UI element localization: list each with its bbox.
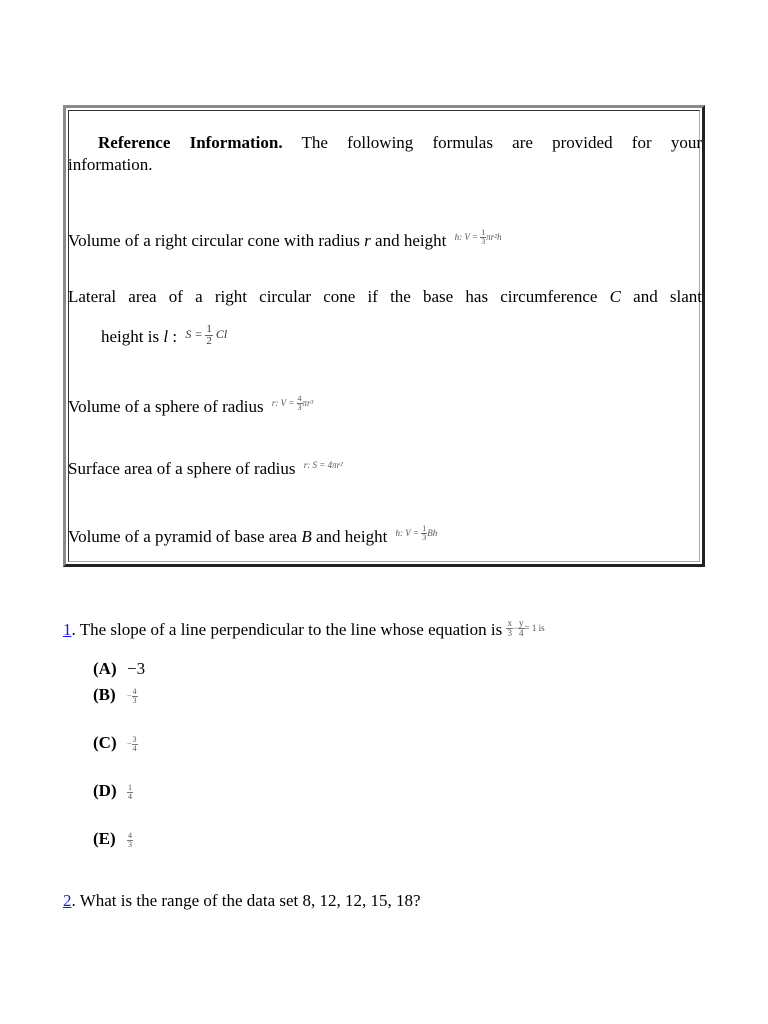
fraction-numerator: 1 [206, 322, 212, 335]
reference-intro-text: The following formulas are provided for your [301, 133, 702, 152]
pyramid-volume-formula [395, 524, 438, 543]
sphere-surface-line [68, 455, 343, 479]
cone-volume-line [68, 227, 501, 251]
question-1-text: . The slope of a line perpendicular to the line whose equation is [71, 620, 503, 639]
option-label: (E) [93, 829, 116, 848]
fraction-numerator: y [519, 618, 524, 629]
option-e[interactable] [93, 829, 133, 849]
sphere-surface-formula: r: S = 4πr² [303, 460, 343, 470]
sphere-volume-formula [271, 394, 314, 413]
sphere-volume-formula-lhs: r: V = [271, 398, 295, 408]
fraction-denominator: 3 [481, 237, 486, 247]
option-label: (A) [93, 659, 117, 678]
reference-heading: Reference Information. [98, 133, 283, 152]
cone-volume-formula-lhs: h: V = [454, 232, 478, 242]
reference-intro [68, 133, 702, 153]
option-label: (C) [93, 733, 117, 752]
lateral-area-var: C [609, 287, 621, 306]
fraction-numerator: 4 [128, 830, 132, 840]
cone-volume-formula-rhs: πr²h [486, 232, 502, 242]
cone-volume-var: r [364, 231, 371, 250]
cone-volume-text: Volume of a right circular cone with radius [68, 231, 360, 250]
cone-volume-formula [454, 228, 502, 247]
equation-minus: − [512, 623, 519, 633]
pyramid-volume-text: Volume of a pyramid of base area [68, 527, 298, 546]
fraction-denominator: 3 [297, 403, 302, 413]
fraction-numerator: 1 [481, 228, 486, 238]
option-d-fraction [127, 784, 133, 801]
fraction-denominator: 3 [422, 533, 427, 543]
lateral-area-cont-line [101, 319, 227, 352]
cone-volume-end: and height [375, 231, 447, 250]
fraction-denominator: 3 [128, 839, 132, 849]
fraction-denominator: 3 [507, 628, 512, 639]
question-2 [63, 891, 421, 911]
pyramid-volume-line [68, 523, 437, 547]
option-label: (B) [93, 685, 116, 704]
question-1-equation [506, 618, 544, 638]
lateral-area-fraction [205, 324, 213, 347]
option-label: (D) [93, 781, 117, 800]
option-d[interactable] [93, 781, 133, 801]
lateral-area-formula [185, 322, 228, 347]
lateral-area-text: Lateral area of a right circular cone if the base has circumference [68, 287, 598, 306]
fraction-denominator: 2 [206, 334, 212, 347]
option-e-fraction [127, 832, 133, 849]
fraction-denominator: 4 [132, 743, 137, 753]
lateral-area-end: and slant [633, 287, 703, 306]
lateral-area-formula-rhs: Cl [215, 327, 228, 341]
sphere-volume-line [68, 393, 313, 417]
lateral-area-cont: height is [101, 327, 160, 346]
question-1-link[interactable]: 1 [63, 620, 72, 639]
equation-tail: = 1 is [524, 623, 545, 633]
option-sign: − [127, 690, 132, 700]
option-value: −3 [127, 659, 146, 678]
question-2-text: . What is the range of the data set 8, 12, 12, 15, 18? [71, 891, 421, 910]
fraction-numerator: x [507, 618, 512, 629]
lateral-area-colon: : [172, 327, 178, 346]
reference-intro-cont: information. [68, 155, 153, 174]
pyramid-volume-end: and height [316, 527, 388, 546]
fraction-numerator: 1 [128, 782, 132, 792]
fraction-numerator: 1 [422, 524, 427, 534]
pyramid-volume-formula-lhs: h: V = [395, 528, 419, 538]
option-b[interactable] [93, 685, 138, 705]
option-a[interactable] [93, 659, 145, 679]
lateral-area-line [68, 287, 702, 307]
fraction-numerator: 4 [297, 394, 302, 404]
pyramid-volume-var: B [301, 527, 312, 546]
option-c[interactable] [93, 733, 138, 753]
question-1 [63, 618, 545, 640]
sphere-volume-text: Volume of a sphere of radius [68, 397, 264, 416]
lateral-area-formula-lhs: S = [185, 327, 203, 341]
fraction-denominator: 3 [132, 695, 137, 705]
fraction-denominator: 4 [519, 628, 524, 639]
question-2-link[interactable]: 2 [63, 891, 72, 910]
fraction-denominator: 4 [128, 791, 132, 801]
fraction-numerator: 4 [132, 686, 137, 696]
pyramid-volume-formula-rhs: Bh [427, 528, 438, 538]
lateral-area-var2: l [163, 327, 169, 346]
option-sign: − [127, 738, 132, 748]
fraction-numerator: 3 [132, 734, 137, 744]
sphere-volume-formula-rhs: πr³ [302, 398, 314, 408]
option-b-fraction [127, 688, 138, 705]
sphere-surface-text: Surface area of a sphere of radius [68, 459, 296, 478]
option-c-fraction [127, 736, 138, 753]
